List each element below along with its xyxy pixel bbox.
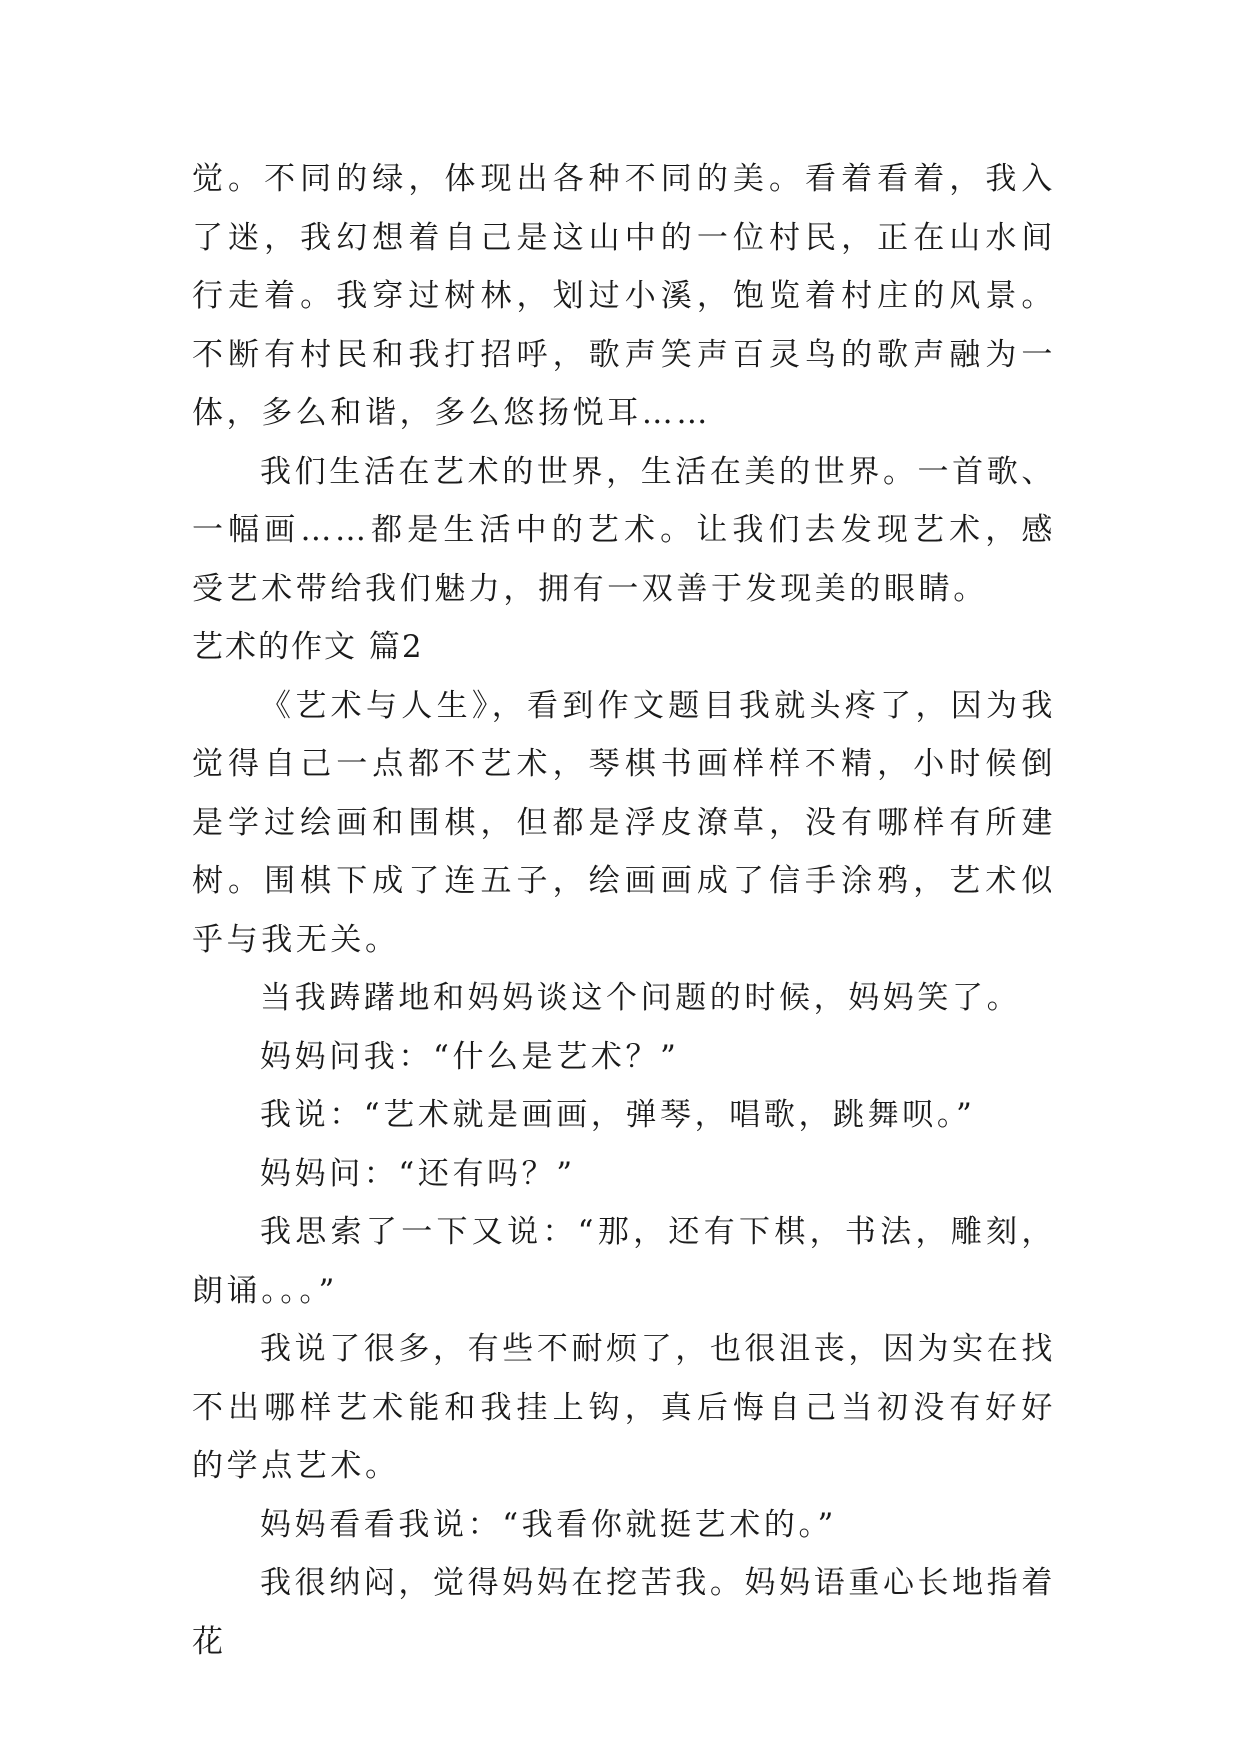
paragraph-dialogue: 妈妈问：“还有吗？” bbox=[260, 1155, 576, 1192]
paragraph-conclusion: 我们生活在艺术的世界，生活在美的世界。一首歌、一幅画……都是生活中的艺术。让我们去发现艺术，感受艺术带给我们魅力，拥有一双善于发现美的眼睛。 bbox=[192, 453, 1056, 607]
section-heading: 艺术的作文 篇2 bbox=[192, 629, 424, 665]
paragraph-reflection: 我说了很多，有些不耐烦了，也很沮丧，因为实在找不出哪样艺术能和我挂上钩，真后悔自己当初没有好好的学点艺术。 bbox=[192, 1331, 1056, 1484]
paragraph-dialogue: 当我踌躇地和妈妈谈这个问题的时候，妈妈笑了。 bbox=[260, 980, 1022, 1016]
paragraph-dialogue: 我说：“艺术就是画画，弹琴，唱歌，跳舞呗。” bbox=[260, 1097, 976, 1133]
document-page bbox=[192, 150, 1056, 1671]
paragraph-dialogue: 我思索了一下又说：“那，还有下棋，书法，雕刻，朗诵。。。” bbox=[192, 1214, 1056, 1309]
paragraph-dialogue: 妈妈看看我说：“我看你就挺艺术的。” bbox=[260, 1506, 837, 1543]
paragraph-continuing: 我很纳闷，觉得妈妈在挖苦我。妈妈语重心长地指着花 bbox=[192, 1565, 1056, 1660]
paragraph-dialogue: 妈妈问我：“什么是艺术？” bbox=[260, 1038, 680, 1075]
paragraph-intro: 《艺术与人生》，看到作文题目我就头疼了，因为我觉得自己一点都不艺术，琴棋书画样样不精，小时候倒是学过绘画和围棋，但都是浮皮潦草，没有哪样有所建树。围棋下成了连五子，绘画画成了信手涂鸦，艺术似乎与我无关。 bbox=[192, 687, 1056, 958]
paragraph-continued: 觉。不同的绿，体现出各种不同的美。看着看着，我入了迷，我幻想着自己是这山中的一位村民，正在山水间行走着。我穿过树林，划过小溪，饱览着村庄的风景。不断有村民和我打招呼，歌声笑声百灵鸟的歌声融为一体，多么和谐，多么悠扬悦耳…… bbox=[192, 161, 1056, 431]
